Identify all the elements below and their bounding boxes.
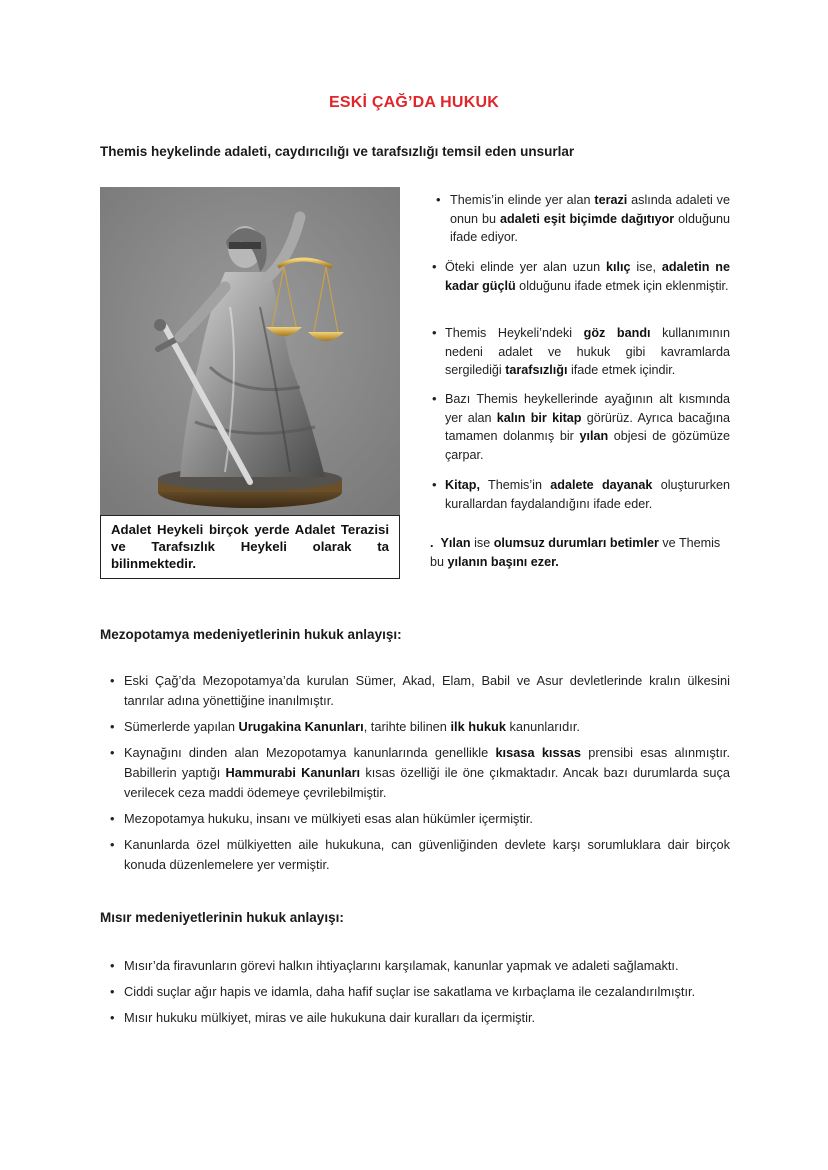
list-item: • Eski Çağ’da Mezopotamya’da kurulan Sümer, Akad, Elam, Babil ve Asur devletlerinde kralın ülkesini tanrılar adına yönettiğine inanılmıştır. <box>110 673 730 708</box>
list-item: • Kaynağını dinden alan Mezopotamya kanunlarında genellikle kısasa kıssas prensibi esas alınmıştır. Babillerin yaptığı Hammurabi Kanunları kısas özelliği ile öne çıkmaktadır. Ancak bazı durumlarda suça verilecek ceza maddi ödemeye çevrilebilmiştir. <box>110 745 731 800</box>
themis-point: • Bazı Themis heykellerinde ayağının alt kısmında yer alan kalın bir kitap görürüz. Ayrıca bacağına tamamen dolanmış bir yılan objesi de gözümüze çarpar. <box>432 391 730 462</box>
bullet: • <box>432 325 437 340</box>
list-item: • Mısır’da firavunların görevi halkın ihtiyaçlarını karşılamak, kanunlar yapmak ve adaleti sağlamaktı. <box>110 958 679 973</box>
mezopotamya-list <box>100 671 730 881</box>
themis-point: • Öteki elinde yer alan uzun kılıç ise, adaletin ne kadar güçlü olduğunu ifade etmek için eklenmiştir. <box>432 259 730 293</box>
list-item: • Kanunlarda özel mülkiyetten aile hukukuna, can güvenliğinden devlete karşı sorumluklara dair birçok konuda düzenlemelere yer vermiştir. <box>110 837 730 872</box>
mezopotamya-heading: Mezopotamya medeniyetlerinin hukuk anlayışı: <box>100 627 402 642</box>
misir-heading: Mısır medeniyetlerinin hukuk anlayışı: <box>100 910 344 925</box>
figure-caption: Adalet Heykeli birçok yerde Adalet Terazisi ve Tarafsızlık Heykeli olarak ta bilinmektedir. <box>100 515 400 579</box>
themis-point: • Themis’in elinde yer alan terazi aslında adaleti ve onun bu adaleti eşit biçimde dağıtıyor olduğunu ifade ediyor. <box>436 192 730 244</box>
bullet: • <box>436 192 441 207</box>
misir-list <box>100 956 730 1034</box>
list-item: • Mısır hukuku mülkiyet, miras ve aile hukukuna dair kuralları da içermiştir. <box>110 1010 536 1025</box>
subtitle: Themis heykelinde adaleti, caydırıcılığı ve tarafsızlığı temsil eden unsurlar <box>100 144 575 159</box>
page-title: ESKİ ÇAĞ’DA HUKUK <box>329 94 499 111</box>
themis-point: • Themis Heykeli’ndeki göz bandı kullanımının nedeni adalet ve hukuk gibi kavramlarda sergilediği tarafsızlığı ifade etmek içindir. <box>432 325 731 377</box>
bullet: • <box>432 391 437 406</box>
list-item: • Mezopotamya hukuku, insanı ve mülkiyeti esas alan hükümler içermiştir. <box>110 811 533 826</box>
themis-point: • Kitap, Themis’in adalete dayanak oluştururken kurallardan faydalandığını ifade eder. <box>432 477 730 511</box>
bullet: • <box>432 477 437 492</box>
themis-statue-image <box>100 187 400 515</box>
list-item: • Sümerlerde yapılan Urugakina Kanunları, tarihte bilinen ilk hukuk kanunlarıdır. <box>110 719 580 734</box>
bullet: • <box>432 259 437 274</box>
snake-note: . Yılan ise olumsuz durumları betimler ve Themis bu yılanın başını ezer. <box>430 536 721 569</box>
list-item: • Ciddi suçlar ağır hapis ve idamla, daha hafif suçlar ise sakatlama ve kırbaçlama ile cezalandırılmıştır. <box>110 984 696 999</box>
